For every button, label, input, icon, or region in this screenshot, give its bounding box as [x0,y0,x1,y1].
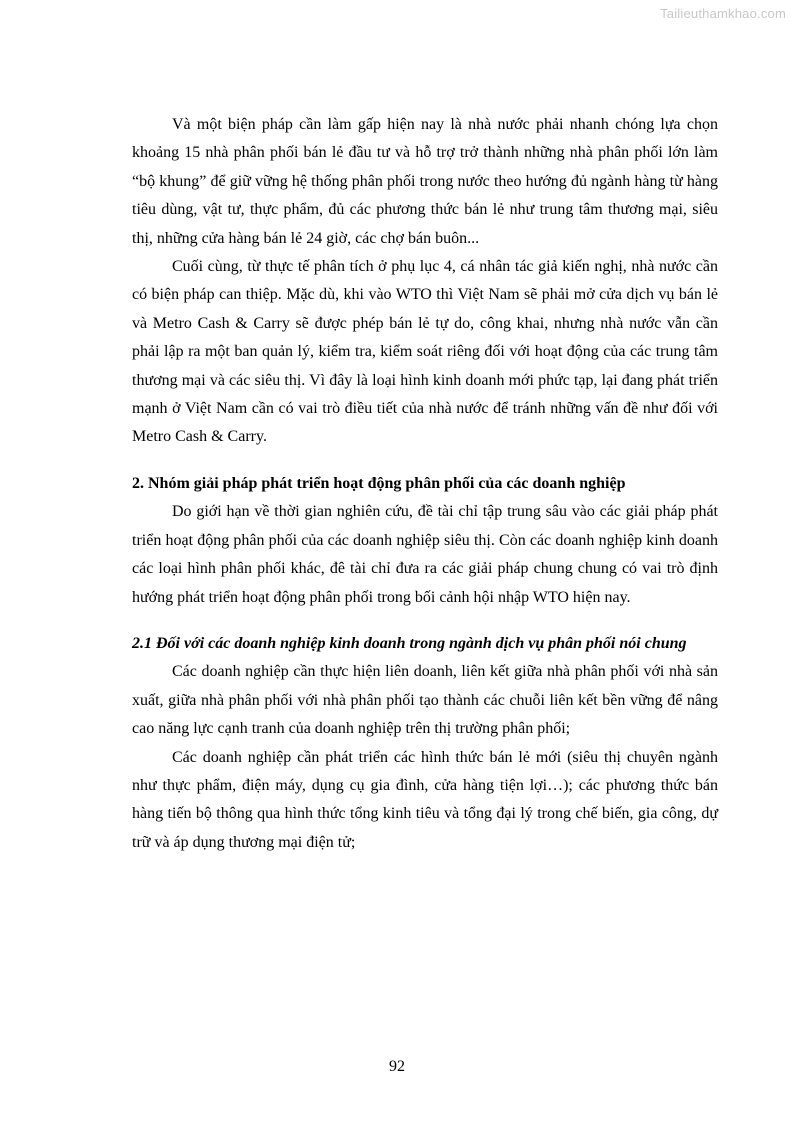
page-number: 92 [389,1058,405,1075]
paragraph-finally: Cuối cùng, từ thực tế phân tích ở phụ lục 4, cá nhân tác giả kiến nghị, nhà nước cần có biện pháp can thiệp. Mặc dù, khi vào WTO thì Việt Nam sẽ phải mở cửa dịch vụ bán lẻ và Metro Cash & Carry sẽ được phép bán lẻ tự do, công khai, nhưng nhà nước vẫn cần phải lập ra một ban quản lý, kiểm tra, kiểm soát riêng đối với hoạt động của các trung tâm thương mại và các siêu thị. Vì đây là loại hình kinh doanh mới phức tạp, lại đang phát triển mạnh ở Việt Nam cần có vai trò điều tiết của nhà nước để tránh những vấn đề như đối với Metro Cash & Carry. [132,258,718,446]
section-2-heading: 2. Nhóm giải pháp phát triển hoạt động phân phối của các doanh nghiệp [132,474,626,492]
watermark: Tailieuthamkhao.com [660,6,786,21]
section-2-1-paragraph-1: Các doanh nghiệp cần thực hiện liên doanh, liên kết giữa nhà phân phối với nhà sản xuất, giữa nhà phân phối với nhà phân phối tạo thành các chuỗi liên kết bền vững để nâng cao năng lực cạnh tranh của doanh nghiệp trên thị trường phân phối; [132,663,718,738]
section-2-1-heading: 2.1 Đối với các doanh nghiệp kinh doanh trong ngành dịch vụ phân phối nói chung [132,634,687,652]
section-2-1-paragraph-2: Các doanh nghiệp cần phát triển các hình thức bán lẻ mới (siêu thị chuyên ngành như thực phẩm, điện máy, dụng cụ gia đình, cửa hàng tiện lợi…); các phương thức bán hàng tiến bộ thông qua hình thức tổng kinh tiêu và tổng đại lý trong chế biến, gia công, dự trữ và áp dụng thương mại điện tử; [132,748,718,851]
section-2-paragraph: Do giới hạn về thời gian nghiên cứu, đề tài chỉ tập trung sâu vào các giải pháp phát triển hoạt động phân phối của các doanh nghiệp siêu thị. Còn các doanh nghiệp kinh doanh các loại hình phân phối khác, đê tài chỉ đưa ra các giải pháp chung chung có vai trò định hướng phát triển hoạt động phân phối trong bối cảnh hội nhập WTO hiện nay. [132,503,718,606]
page-content [132,111,718,857]
paragraph-urgent-measure: Và một biện pháp cần làm gấp hiện nay là nhà nước phải nhanh chóng lựa chọn khoảng 15 nhà phân phối bán lẻ đầu tư và hỗ trợ trở thành những nhà phân phối lớn làm “bộ khung” để giữ vững hệ thống phân phối trong nước theo hướng đủ ngành hàng từ hàng tiêu dùng, vật tư, thực phẩm, đủ các phương thức bán lẻ như trung tâm thương mại, siêu thị, những cửa hàng bán lẻ 24 giờ, các chợ bán buôn... [132,116,718,247]
